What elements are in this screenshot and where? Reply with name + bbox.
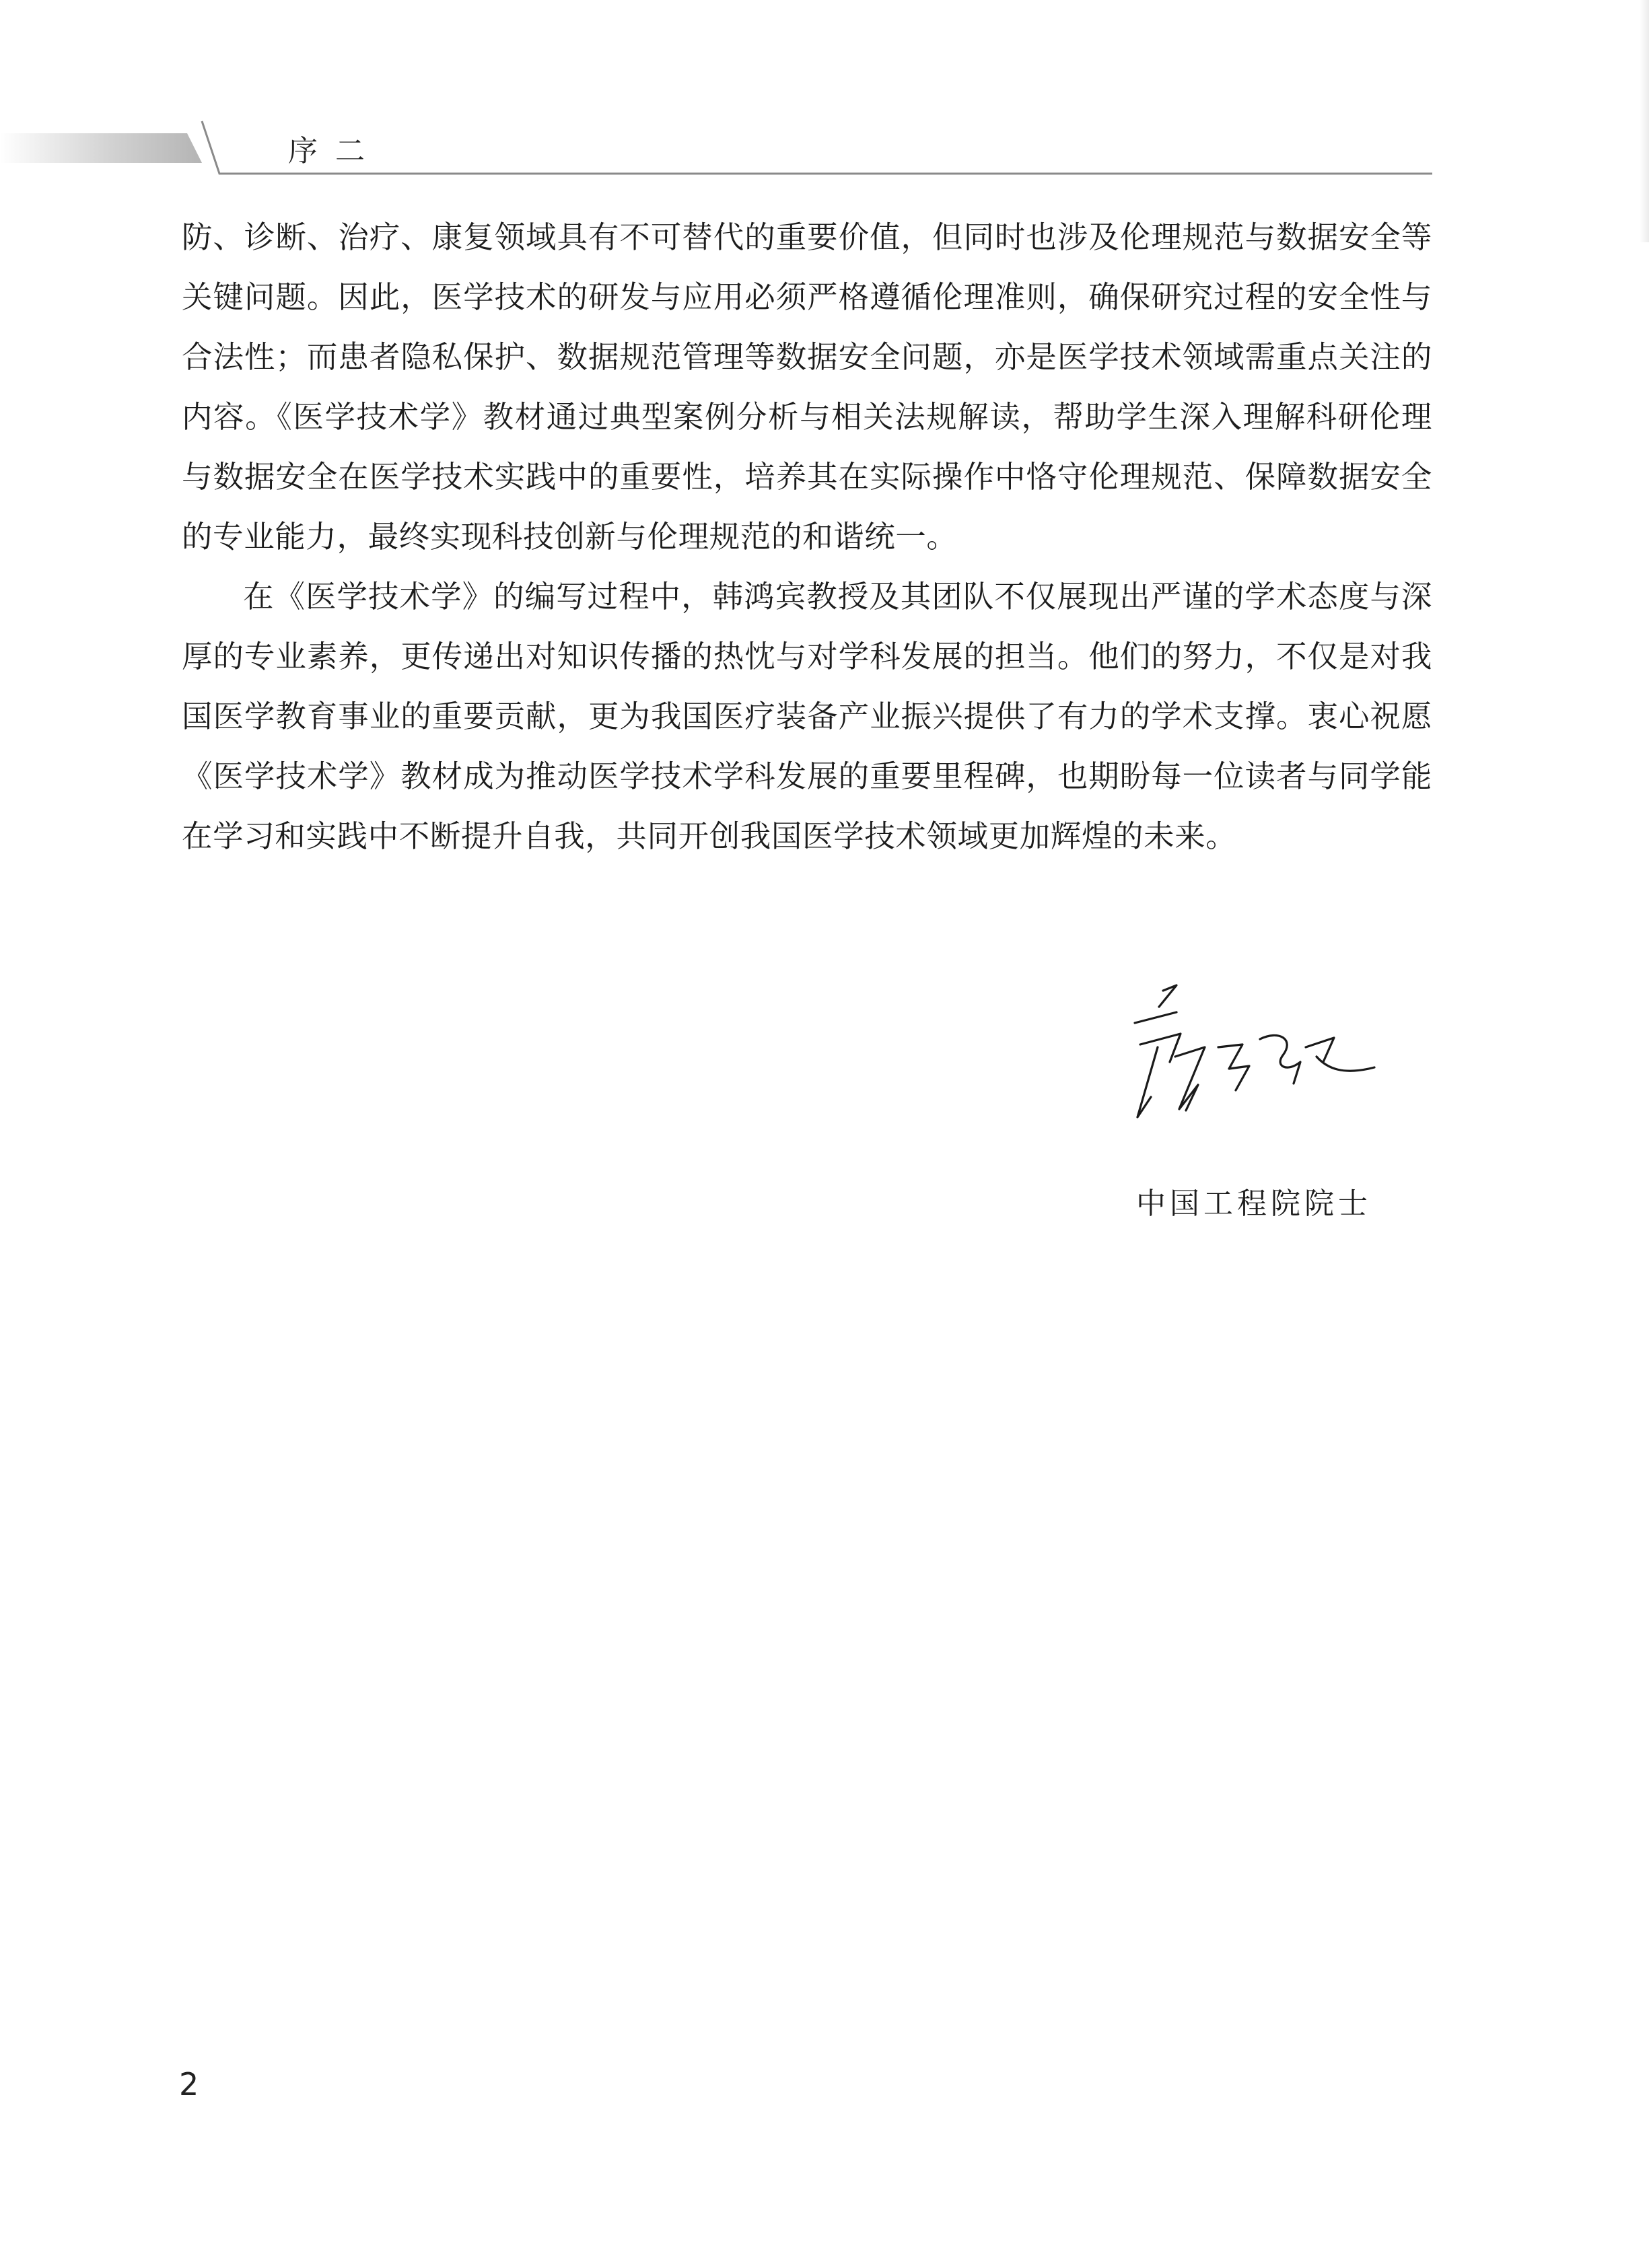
header-band [0, 133, 202, 163]
handwritten-signature [1111, 983, 1380, 1131]
header-rule [202, 121, 1432, 174]
paragraph-1: 防、诊断、治疗、康复领域具有不可替代的重要价值，但同时也涉及伦理规范与数据安全等关键问题。因此，医学技术的研发与应用必须严格遵循伦理准则，确保研究过程的安全性与合法性；而患者隐私保护、数据规范管理等数据安全问题，亦是医学技术领域需重点关注的内容。《医学技术学》教材通过典型案例分析与相关法规解读，帮助学生深入理解科研伦理与数据安全在医学技术实践中的重要性，培养其在实际操作中恪守伦理规范、保障数据安全的专业能力，最终实现科技创新与伦理规范的和谐统一。 [182, 219, 1432, 555]
header-decoration [0, 118, 1434, 179]
signature-stroke [1135, 1012, 1177, 1023]
signature-stroke [1175, 1047, 1205, 1110]
signature-stroke [1260, 1035, 1300, 1084]
signature-stroke [1159, 985, 1177, 1007]
signature-title: 中国工程院院士 [1136, 1186, 1372, 1221]
header-title: 序二 [288, 134, 382, 168]
paragraph-2: 在《医学技术学》的编写过程中，韩鸿宾教授及其团队不仅展现出严谨的学术态度与深厚的专业素养，更传递出对知识传播的热忱与对学科发展的担当。他们的努力，不仅是对我国医学教育事业的重要贡献，更为我国医疗装备产业振兴提供了有力的学术支撑。衷心祝愿《医学技术学》教材成为推动医学技术学科发展的重要里程碑，也期盼每一位读者与同学能在学习和实践中不断提升自我，共同开创我国医学技术领域更加辉煌的未来。 [182, 579, 1432, 854]
signature-stroke [1306, 1038, 1334, 1062]
page-edge-shade [1640, 0, 1649, 242]
signature-stroke [1137, 1047, 1158, 1117]
signature-stroke [1218, 1044, 1249, 1090]
running-header [0, 118, 1434, 179]
preface-body [182, 207, 1432, 866]
signature-stroke [1140, 1034, 1181, 1062]
page-number: 2 [179, 2066, 199, 2102]
